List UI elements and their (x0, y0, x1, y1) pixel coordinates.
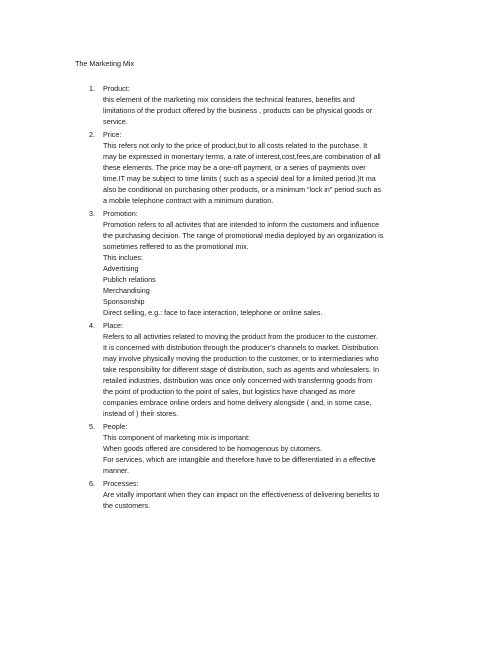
body-text-line: Refers to all activities related to moving the product from the producer to the customer. (103, 332, 378, 341)
list-item-heading: People: (103, 422, 128, 431)
list-item-body (103, 331, 433, 419)
body-text-line: the point of production to the point of sales, but logistics have changed as more (103, 387, 356, 396)
body-text-line: these elements. The price may be a one-off payment, or a series of payments over (103, 163, 366, 172)
list-item-heading: Promotion: (103, 209, 138, 218)
list-item-heading: Product: (103, 84, 130, 93)
list-item-number: 4. (89, 321, 95, 330)
list-item (0, 478, 502, 511)
body-text-line: manner. (103, 466, 129, 475)
body-text-line: It is concerned with distribution through the producer’s channels to market. Distribution (103, 343, 378, 352)
list-item (0, 129, 502, 206)
body-text-line: take responsibility for different stage of distribution, such as agents and wholesalers. In (103, 365, 379, 374)
body-text-line: For services, which are intangible and therefore have to be differentiated in a effective (103, 455, 376, 464)
list-item-heading: Place: (103, 321, 123, 330)
body-text-line: Sponsonship (103, 297, 145, 306)
list-item (0, 320, 502, 419)
list-item (0, 208, 502, 318)
body-text-line: may be expressed in monertary terms, a rate of interest,cost,fees,are combination of all (103, 152, 381, 161)
numbered-list (0, 83, 502, 511)
body-text-line: This refers not only to the price of product,but to all costs related to the purchase. It (103, 141, 368, 150)
body-text-line: companies embrace online orders and home delivery alongside ( and, in some case, (103, 398, 372, 407)
list-item-number: 6. (89, 479, 95, 488)
list-item-body (103, 489, 433, 511)
body-text-line: a mobile telephone contract with a minimum duration. (103, 196, 274, 205)
body-text-line: Advertising (103, 264, 139, 273)
body-text-line: sometimes reffered to as the promotional mix. (103, 242, 249, 251)
body-text-line: this element of the marketing mix considers the technical features, benefits and (103, 95, 355, 104)
list-item-number: 2. (89, 130, 95, 139)
body-text-line: may involve physically moving the production to the customer, or to intermediaries who (103, 354, 379, 363)
list-item (0, 83, 502, 127)
body-text-line: retailed industries, distribution was once only concerned with transferring goods from (103, 376, 373, 385)
body-text-line: the customers. (103, 501, 151, 510)
body-text-line: Direct selling, e.g.: face to face interaction, telephone or online sales. (103, 308, 323, 317)
body-text-line: limitations of the product offered by the business , products can be physical goods or (103, 106, 373, 115)
list-item (0, 421, 502, 476)
body-text-line: the purchasing decision. The range of promotional media deployed by an organization is (103, 231, 384, 240)
body-text-line: Merchandising (103, 286, 150, 295)
body-text-line: time.IT may be subject to time limits ( such as a special deal for a limited period.)It ma (103, 174, 376, 183)
list-item-body (103, 432, 433, 476)
list-item-body (103, 219, 433, 318)
list-item-number: 3. (89, 209, 95, 218)
list-item-heading: Price: (103, 130, 122, 139)
body-text-line: When goods offered are considered to be homogenous by cutomers. (103, 444, 322, 453)
body-text-line: This inclues: (103, 253, 143, 262)
body-text-line: Are vitally important when they can impact on the effectiveness of delivering benefits to (103, 490, 380, 499)
body-text-line: also be conditional on purchasing other products, or a minimum “lock in” period such as (103, 185, 382, 194)
body-text-line: service. (103, 117, 128, 126)
list-item-number: 1. (89, 84, 95, 93)
body-text-line: This component of marketing mix is important: (103, 433, 250, 442)
list-item-heading: Processes: (103, 479, 139, 488)
list-item-body (103, 94, 433, 127)
body-text-line: instead of ) their stores. (103, 409, 179, 418)
document-title: The Marketing Mix (75, 59, 135, 68)
list-item-body (103, 140, 433, 206)
body-text-line: Publich relations (103, 275, 156, 284)
list-item-number: 5. (89, 422, 95, 431)
body-text-line: Promotion refers to all activites that are intended to inform the customers and influence (103, 220, 380, 229)
